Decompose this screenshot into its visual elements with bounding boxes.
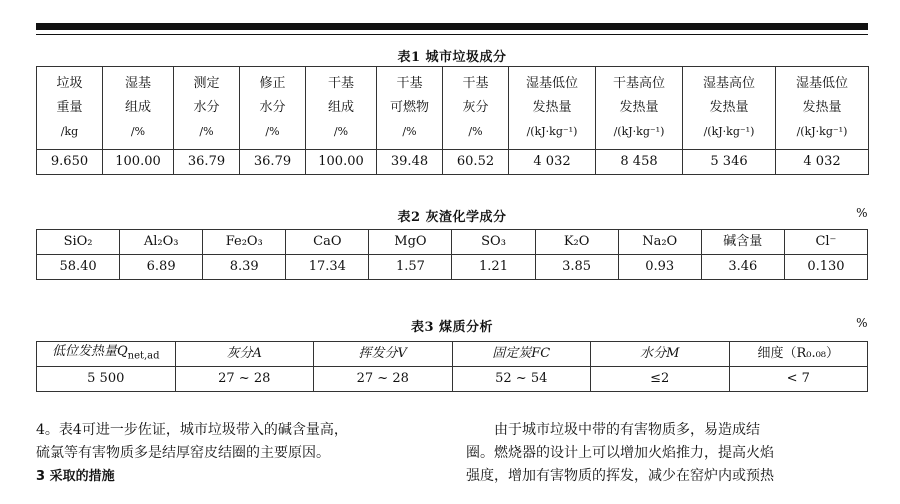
table1-cell: 39.48 [377, 150, 443, 175]
table3-header-row [37, 342, 868, 367]
table3-header-cell: 低位发热量$Q_{net,ad}$ [37, 342, 176, 367]
table1-header-cell [443, 67, 509, 150]
table1-header-line: 干基高位 [612, 76, 665, 91]
table1-header-line: /(kJ·kg⁻¹) [526, 125, 578, 138]
table2-header-cell: Al₂O₃ [120, 230, 203, 255]
table1-cell: 4 032 [776, 150, 869, 175]
table1-header-line: 重量 [56, 100, 83, 115]
table2-cell: 8.39 [203, 255, 286, 280]
table2-caption-text: 表2 灰渣化学成分 [397, 210, 507, 225]
table2-caption [36, 206, 868, 225]
table1-header-line: 可燃物 [389, 100, 429, 115]
table1-header-cell [509, 67, 596, 150]
table3-header-cell: 固定炭FC [452, 342, 591, 367]
table1-header-line: 垃圾 [56, 76, 83, 91]
right-line-2: 圈。燃烧器的设计上可以增加火焰推力，提高火焰 [466, 445, 774, 461]
table2-cell: 0.130 [784, 255, 867, 280]
table2-header-cell: 碱含量 [701, 230, 784, 255]
table2-header-cell: MgO [369, 230, 452, 255]
table2-cell: 1.57 [369, 255, 452, 280]
table1-header-line: /% [402, 125, 417, 138]
table1-cell: 60.52 [443, 150, 509, 175]
table2 [36, 229, 868, 280]
left-line-2: 硫氯等有害物质多是结厚窑皮结圈的主要原因。 [36, 445, 330, 461]
table1-header-cell [377, 67, 443, 150]
table3-cell: < 7 [729, 367, 868, 392]
table1-header-line: 发热量 [802, 100, 842, 115]
table3-cell: 5 500 [37, 367, 176, 392]
table2-unit: % [856, 206, 868, 220]
table3 [36, 341, 868, 392]
table1-header-line: 干基 [462, 76, 489, 91]
left-line-1: 4。表4可进一步佐证，城市垃圾带入的碱含量高， [36, 422, 348, 438]
table1 [36, 66, 869, 175]
table3-header-cell: 挥发分V [314, 342, 453, 367]
table2-cell: 0.93 [618, 255, 701, 280]
table1-header-line: 湿基 [124, 76, 151, 91]
table1-header-line: 组成 [327, 100, 354, 115]
table2-header-cell: CaO [286, 230, 369, 255]
table1-cell: 9.650 [37, 150, 103, 175]
table3-data-row [37, 367, 868, 392]
table1-header-line: 湿基高位 [702, 76, 755, 91]
table1-header-line: 测定 [193, 76, 220, 91]
table3-unit: % [856, 316, 868, 330]
table1-header-line: 干基 [396, 76, 423, 91]
top-thick-rule [36, 23, 868, 30]
table2-header-row [37, 230, 868, 255]
table1-header-line: /% [468, 125, 483, 138]
table1-header-line: 水分 [193, 100, 220, 115]
table1-header-line: 发热量 [532, 100, 572, 115]
table1-header-cell [683, 67, 776, 150]
table3-cell: 27 ~ 28 [314, 367, 453, 392]
table1-cell: 36.79 [240, 150, 306, 175]
table3-caption-text: 表3 煤质分析 [410, 320, 494, 335]
table2-header-cell: Na₂O [618, 230, 701, 255]
table1-header-line: /kg [60, 125, 79, 138]
section-heading: 3 采取的措施 [36, 469, 115, 484]
table1-header-line: /(kJ·kg⁻¹) [703, 125, 755, 138]
table2-data-row [37, 255, 868, 280]
table1-header-line: 发热量 [709, 100, 749, 115]
table1-header-line: 湿基低位 [525, 76, 578, 91]
table1-header-line: /% [265, 125, 280, 138]
table1-cell: 4 032 [509, 150, 596, 175]
table2-header-cell: K₂O [535, 230, 618, 255]
table1-cell: 100.00 [306, 150, 377, 175]
table1-header-cell [174, 67, 240, 150]
table3-caption [36, 316, 868, 335]
table2-cell: 58.40 [37, 255, 120, 280]
table1-header-line: /(kJ·kg⁻¹) [613, 125, 665, 138]
table1-header-line: 湿基低位 [795, 76, 848, 91]
table3-header-cell: 细度（R₀.₀₈） [729, 342, 868, 367]
table1-caption [36, 46, 868, 65]
table1-header-line: /(kJ·kg⁻¹) [796, 125, 848, 138]
table1-header-line: /% [333, 125, 349, 138]
table1-header-cell [37, 67, 103, 150]
table3-cell: 52 ~ 54 [452, 367, 591, 392]
table1-header-line: /% [199, 125, 214, 138]
table1-header-row [37, 67, 869, 150]
table1-header-line: 灰分 [462, 100, 489, 115]
table1-cell: 5 346 [683, 150, 776, 175]
table3-header-cell: 水分M [591, 342, 730, 367]
table1-caption-text: 表1 城市垃圾成分 [397, 50, 507, 65]
table1-header-cell [103, 67, 174, 150]
table2-cell: 3.46 [701, 255, 784, 280]
table2-header-cell: SO₃ [452, 230, 535, 255]
right-column-text [466, 419, 868, 488]
left-column-text [36, 419, 436, 488]
table3-cell: 27 ~ 28 [175, 367, 314, 392]
table1-header-line: 干基 [327, 76, 354, 91]
table3-cell: ≤2 [591, 367, 730, 392]
table2-cell: 3.85 [535, 255, 618, 280]
table1-header-line: /% [130, 125, 146, 138]
right-line-1: 由于城市垃圾中带的有害物质多，易造成结 [494, 422, 760, 438]
table1-header-cell [240, 67, 306, 150]
table1-cell: 100.00 [103, 150, 174, 175]
table1-header-cell [596, 67, 683, 150]
table2-header-cell: Cl⁻ [784, 230, 867, 255]
right-line-3: 强度，增加有害物质的挥发，减少在窑炉内或预热 [466, 468, 774, 484]
table1-header-cell [776, 67, 869, 150]
table2-header-cell: SiO₂ [37, 230, 120, 255]
table1-header-cell [306, 67, 377, 150]
table2-cell: 1.21 [452, 255, 535, 280]
top-thin-rule [36, 34, 868, 35]
table1-cell: 8 458 [596, 150, 683, 175]
table2-header-cell: Fe₂O₃ [203, 230, 286, 255]
table1-header-line: 修正 [259, 76, 286, 91]
table3-header-cell: 灰分A [175, 342, 314, 367]
table2-cell: 17.34 [286, 255, 369, 280]
table1-header-line: 组成 [124, 100, 151, 115]
table3-header-subscript: net,ad [127, 351, 160, 363]
table2-cell: 6.89 [120, 255, 203, 280]
table1-data-row [37, 150, 869, 175]
table1-cell: 36.79 [174, 150, 240, 175]
table1-header-line: 发热量 [619, 100, 659, 115]
table1-header-line: 水分 [259, 100, 286, 115]
